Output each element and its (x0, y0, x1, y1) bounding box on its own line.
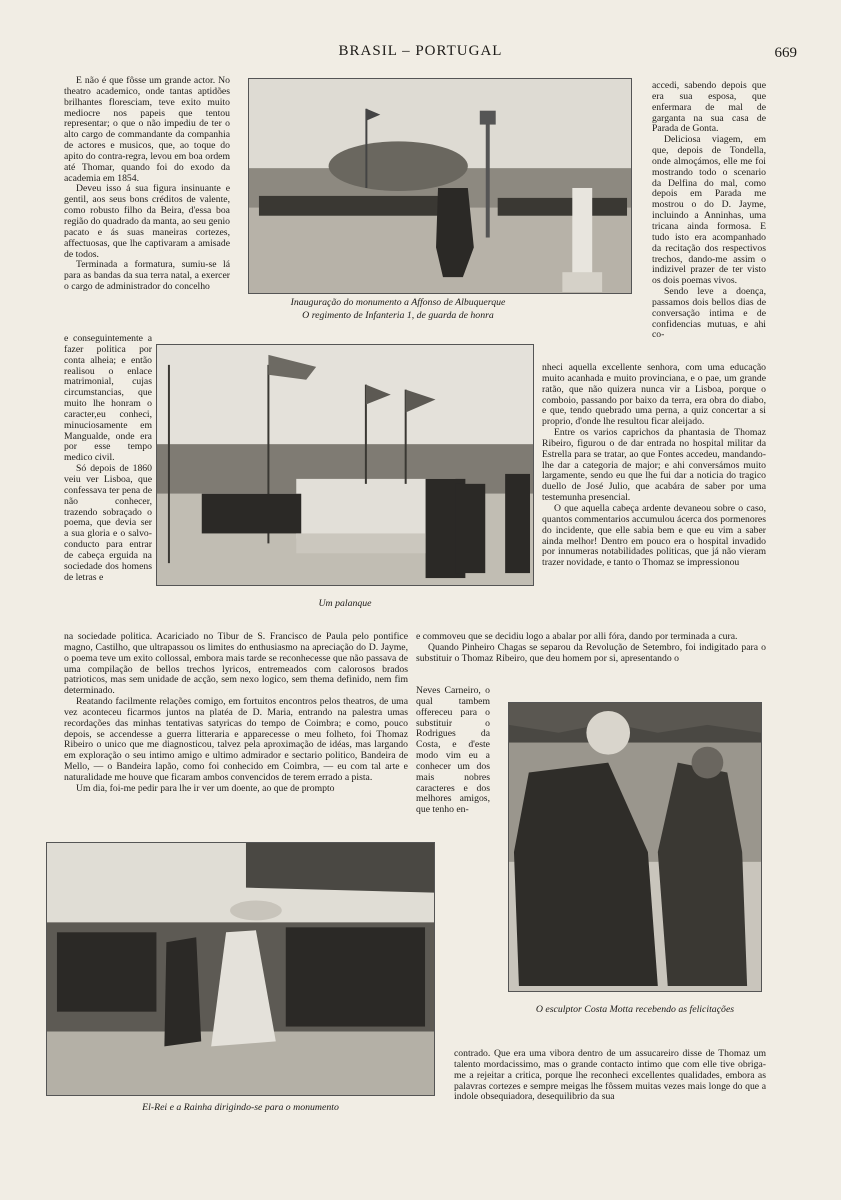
running-header: BRASIL – PORTUGAL (338, 43, 503, 59)
paragraph: e commoveu que se decidiu logo a abalar por alli fóra, dando por terminada a cura. (416, 631, 738, 642)
paragraph: nheci aquella excellente senhora, com uma educação muito acanhada e muito provinciana, e o pae, um grande ratão, que não quizera nunca vir a Lisboa, porque o comboio, passando por baixo da terra, era obra do diabo, e que, tendo quebrado uma perna, a quiz concertar a si proprio, d'onde lhe resultou ficar aleijado. (542, 362, 766, 428)
caption-sculptor: O esculptor Costa Motta recebendo as felicitações (535, 1004, 735, 1015)
paragraph: contrado. Que era uma vibora dentro de um assucareiro disse de Thomaz um talento mordacissimo, mas o grande contacto intimo que com elle tive obriga-me a rejeitar a critica, porque lhe reconheci excellentes qualidades, embora as palavras cortezes e sempre meigas lhe fôssem muitas vezes mais longe do que a indole obsequiadora, desequilibrio da sua (454, 1048, 766, 1103)
caption-stand: Um palanque (318, 598, 372, 609)
photo-image (249, 79, 631, 293)
paragraph: Entre os varios caprichos da phantasia de Thomaz Ribeiro, figurou o de dar entrada no hospital militar da Estrella para se tratar, ao que Fontes accedeu, mandando-lhe dar a categoria de major; e ahi conversámos muito largamente, sendo eu que lhe fui dar a noticia do tragico duello de José Julio, que acabára de saber por uma testemunha presencial. (542, 427, 766, 504)
paragraph: Neves Carneiro, o qual tambem offereceu para o substituir o Rodrigues da Costa, e d'este modo vim eu a conhecer um dos mais nobres caracteres e dos melhores amigos, que tenho en- (416, 685, 490, 816)
paragraph: Quando Pinheiro Chagas se separou da Revolução de Setembro, foi indigitado para o substituir o Thomaz Ribeiro, que deu homem por si, apresentando o (416, 641, 766, 664)
text-right-top (652, 81, 766, 341)
photo-image (47, 843, 434, 1095)
paragraph: Sendo leve a doença, passamos dois bellos dias de conversação intima e de confidencias mutuas, e ahi co- (652, 286, 766, 341)
paragraph: e conseguintemente a fazer politica por conta alheia; e então realisou o enlace matrimonial, cujas circumstancias, que muito lhe honram o caracter,eu conheci, minuciosamente em Mangualde, onde era por esse tempo medico civil. (64, 333, 152, 464)
caption-monument-line-1: Inauguração do monumento a Affonso de Albuquerque (290, 297, 506, 308)
paragraph: Terminada a formatura, sumiu-se lá para as bandas da sua terra natal, a exercer o cargo de administrador do concelho (64, 259, 230, 293)
text-right-bottom (454, 1049, 766, 1103)
photo-stand (156, 344, 534, 586)
paragraph: E não é que fôsse um grande actor. No theatro academico, onde tantas aptidões brilhantes floresciam, teve exito muito mediocre nos papeis que tentou representar; o que o não impediu de ter o alto cargo de commandante da companhia de actores e musicos, que, ao toque do apito do contra-regra, levou em boa ordem até Thomar, quando foi do exodo da academia em 1854. (64, 75, 230, 184)
photo-sculptor (508, 702, 762, 992)
photo-image (157, 345, 533, 585)
text-left-top (64, 76, 230, 293)
caption-royals: El-Rei e a Rainha dirigindo-se para o monumento (142, 1102, 339, 1113)
text-middle-wide (416, 632, 766, 665)
paragraph: O que aquella cabeça ardente devaneou sobre o caso, quantos commentarios accumulou ácerca dos pormenores do incidente, que elle sabia bem e que eu vim a saber ainda melhor! Dentro em pouco era o hospital invadido por innumeras notabilidades politicas, que já não vieram trazer novidade, e tanto o Thomaz se impressionou (542, 502, 766, 569)
paragraph: Deveu isso á sua figura insinuante e gentil, aos seus bons créditos de valente, como robusto filho da Beira, d'essa boa região do quadrado da manta, ao seu genio pacato e ás suas maneiras cortezes, affectuosas, que lhe captivaram a amisade de todos. (64, 183, 230, 260)
paragraph: na sociedade politica. Acariciado no Tibur de S. Francisco de Paula pelo pontifice magno, Castilho, que ultrapassou os limites do enthusiasmo na apreciação do D. Jayme, o poema teve um exito collossal, embora mais tarde se reconhecesse que não passava de uma compilação de bellos trechos lyricos, entremeados com calorosos brados patrioticos, mas sem unidade de acção, sem nexo logico, sem thema definido, nem fim determinado. (64, 631, 408, 697)
page-number: 669 (774, 45, 797, 61)
paragraph: Um dia, foi-me pedir para lhe ir ver um doente, ao que de prompto (76, 782, 335, 794)
paragraph: Reatando facilmente relações comigo, em fortuitos encontros pelos theatros, de uma vez aconteceu ficarmos juntos na platéa de D. Maria, entrando na palestra umas recordações das minhas tentativas satyricas do tempo de Coimbra; e como, pouco depois, se accendesse a guerra litteraria e apparecesse o meu folheto, foi Thomaz Ribeiro o unico que me diagnosticou, talvez pela aproximação de idéas, mas largando em exploração o seu intimo amigo e ultimo admirador e sectario politico, Bandeira de Mello, — o Bandeira lapão, como foi conhecido em Coimbra, — eu com tal arte e naturalidade me houve que ficaram ambos convencidos de terem errado a pista. (64, 696, 408, 783)
text-right-mid (542, 363, 766, 569)
photo-royals (46, 842, 435, 1096)
text-middle-narrow (416, 686, 490, 816)
paragraph: Deliciosa viagem, em que, depois de Tondella, onde almoçámos, elle me foi mostrando todo o scenario da Delfina do mal, como depois em Parada me mostrou o do D. Jayme, incluindo a Anninhas, uma tricana ainda formosa. E tudo isto era acompanhado da recitação dos respectivos trechos, dando-me assim o indizivel prazer de ter visto os dois poemas vivos. (652, 134, 766, 287)
caption-monument-line-2: O regimento de Infanteria 1, de guarda de honra (302, 310, 494, 321)
text-left-full (64, 632, 408, 795)
photo-monument-inauguration (248, 78, 632, 294)
text-left-narrow (64, 334, 152, 583)
paragraph: accedi, sabendo depois que era sua esposa, que enfermara de mal de garganta na sua casa de Parada de Gonta. (652, 80, 766, 135)
paragraph: Só depois de 1860 veiu ver Lisboa, que confessava ter pena de não conhecer, trazendo sobraçado o poema, que devia ser a sua gloria e o salvo-conducto para entrar de cabeça erguida na sociedade dos homens de letras e (64, 463, 152, 583)
photo-image (509, 703, 761, 991)
